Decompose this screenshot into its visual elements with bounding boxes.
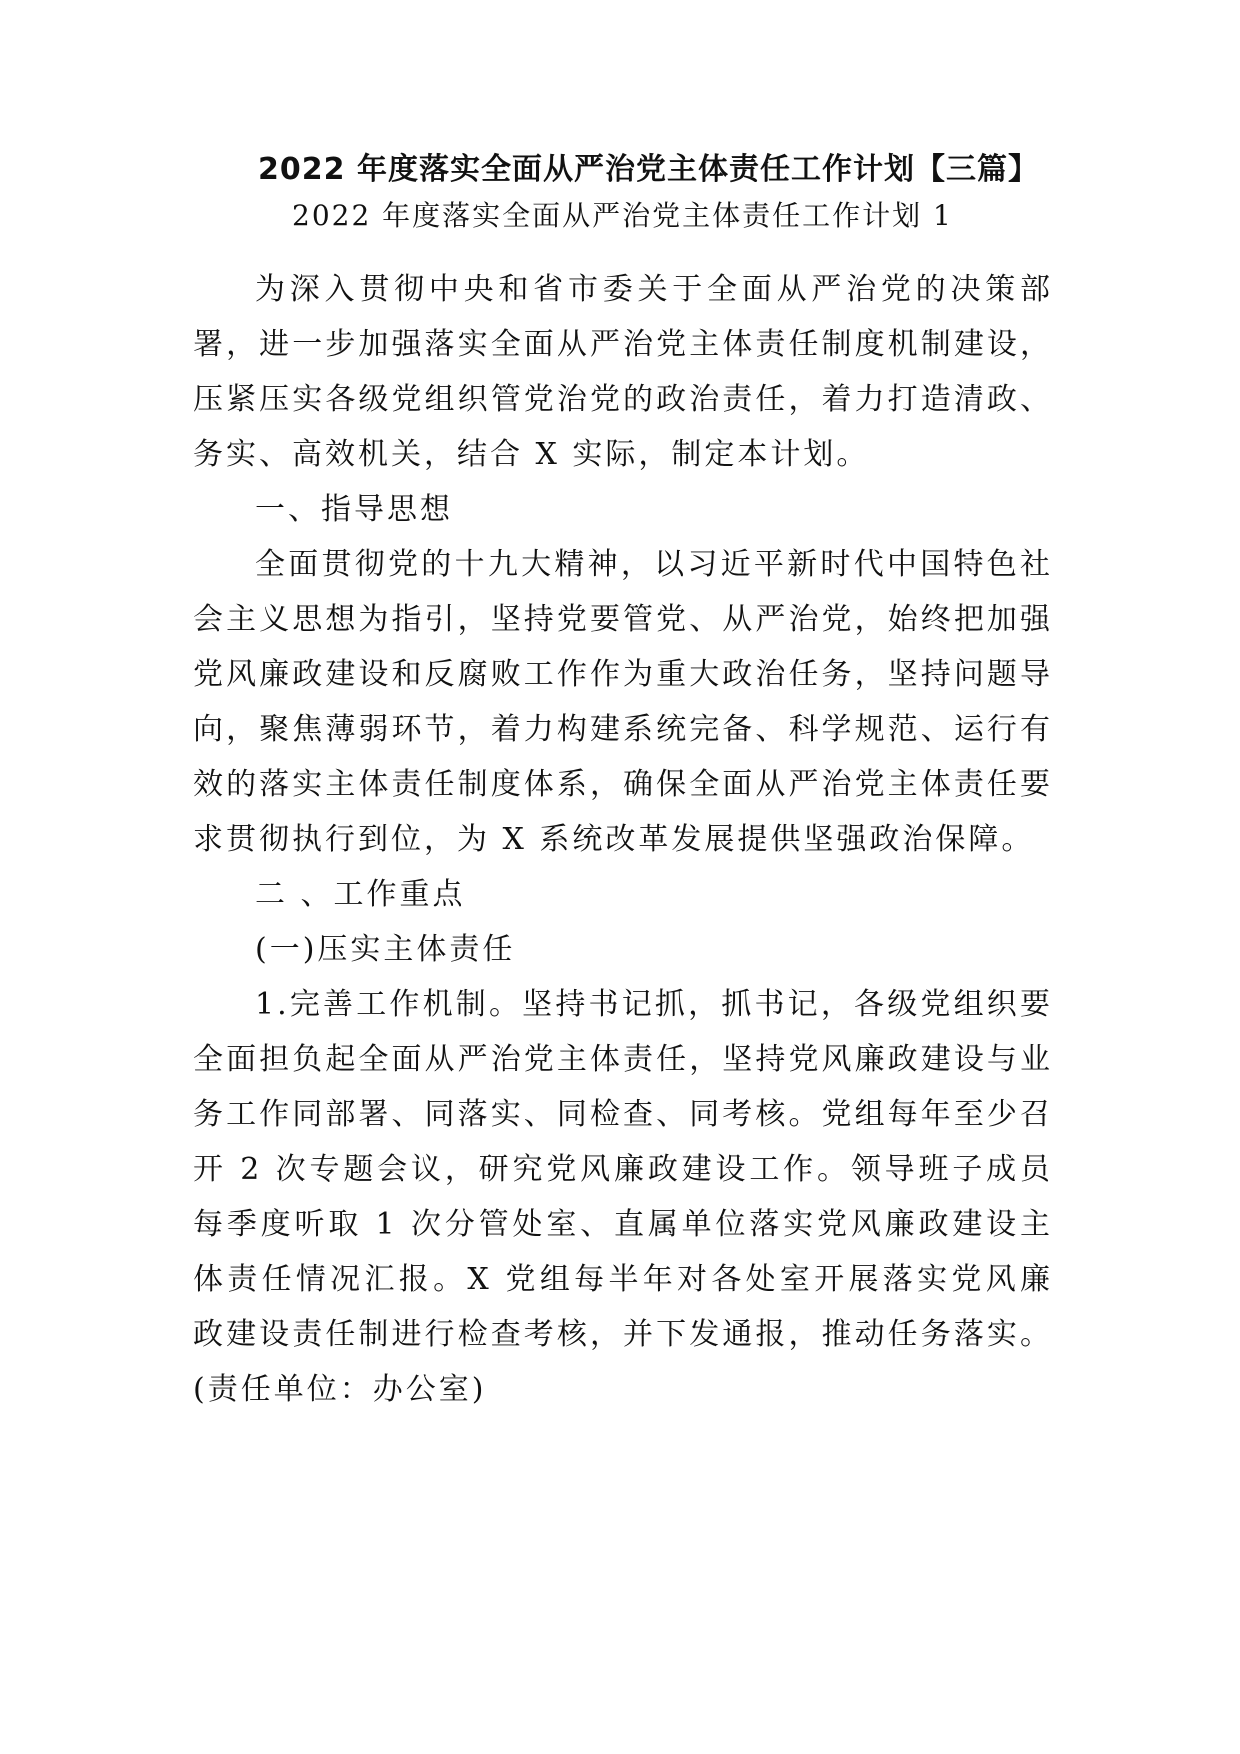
- subsection-heading-main-responsibility: (一)压实主体责任: [255, 932, 516, 967]
- guiding-ideology-paragraph: 全面贯彻党的十九大精神，以习近平新时代中国特色社会主义思想为指引，坚持党要管党、从严治党，始终把加强党风廉政建设和反腐败工作作为重大政治任务，坚持问题导向，聚焦薄弱环节，着力构建系统完备、科学规范、运行有效的落实主体责任制度体系，确保全面从严治党主体责任要求贯彻执行到位，为 X 系统改革发展提供坚强政治保障。: [193, 547, 1053, 857]
- document-title: 2022 年度落实全面从严治党主体责任工作计划【三篇】: [258, 152, 1039, 187]
- document-body: [193, 262, 1053, 1417]
- intro-paragraph: 为深入贯彻中央和省市委关于全面从严治党的决策部署，进一步加强落实全面从严治党主体责任制度机制建设，压紧压实各级党组织管党治党的政治责任，着力打造清政、务实、高效机关，结合 X 实际，制定本计划。: [193, 272, 1053, 472]
- document-subtitle: 2022 年度落实全面从严治党主体责任工作计划 1: [292, 199, 953, 232]
- section-heading-work-focus: 二 、工作重点: [255, 877, 466, 912]
- item-paragraph-work-mechanism: 1.完善工作机制。坚持书记抓，抓书记，各级党组织要全面担负起全面从严治党主体责任，坚持党风廉政建设与业务工作同部署、同落实、同检查、同考核。党组每年至少召开 2 次专题会议，研究党风廉政建设工作。领导班子成员每季度听取 1 次分管处室、直属单位落实党风廉政建设主体责任情况汇报。X 党组每半年对各处室开展落实党风廉政建设责任制进行检查考核，并下发通报，推动任务落实。(责任单位：办公室): [193, 987, 1053, 1407]
- section-heading-guiding-ideology: 一、指导思想: [255, 492, 453, 527]
